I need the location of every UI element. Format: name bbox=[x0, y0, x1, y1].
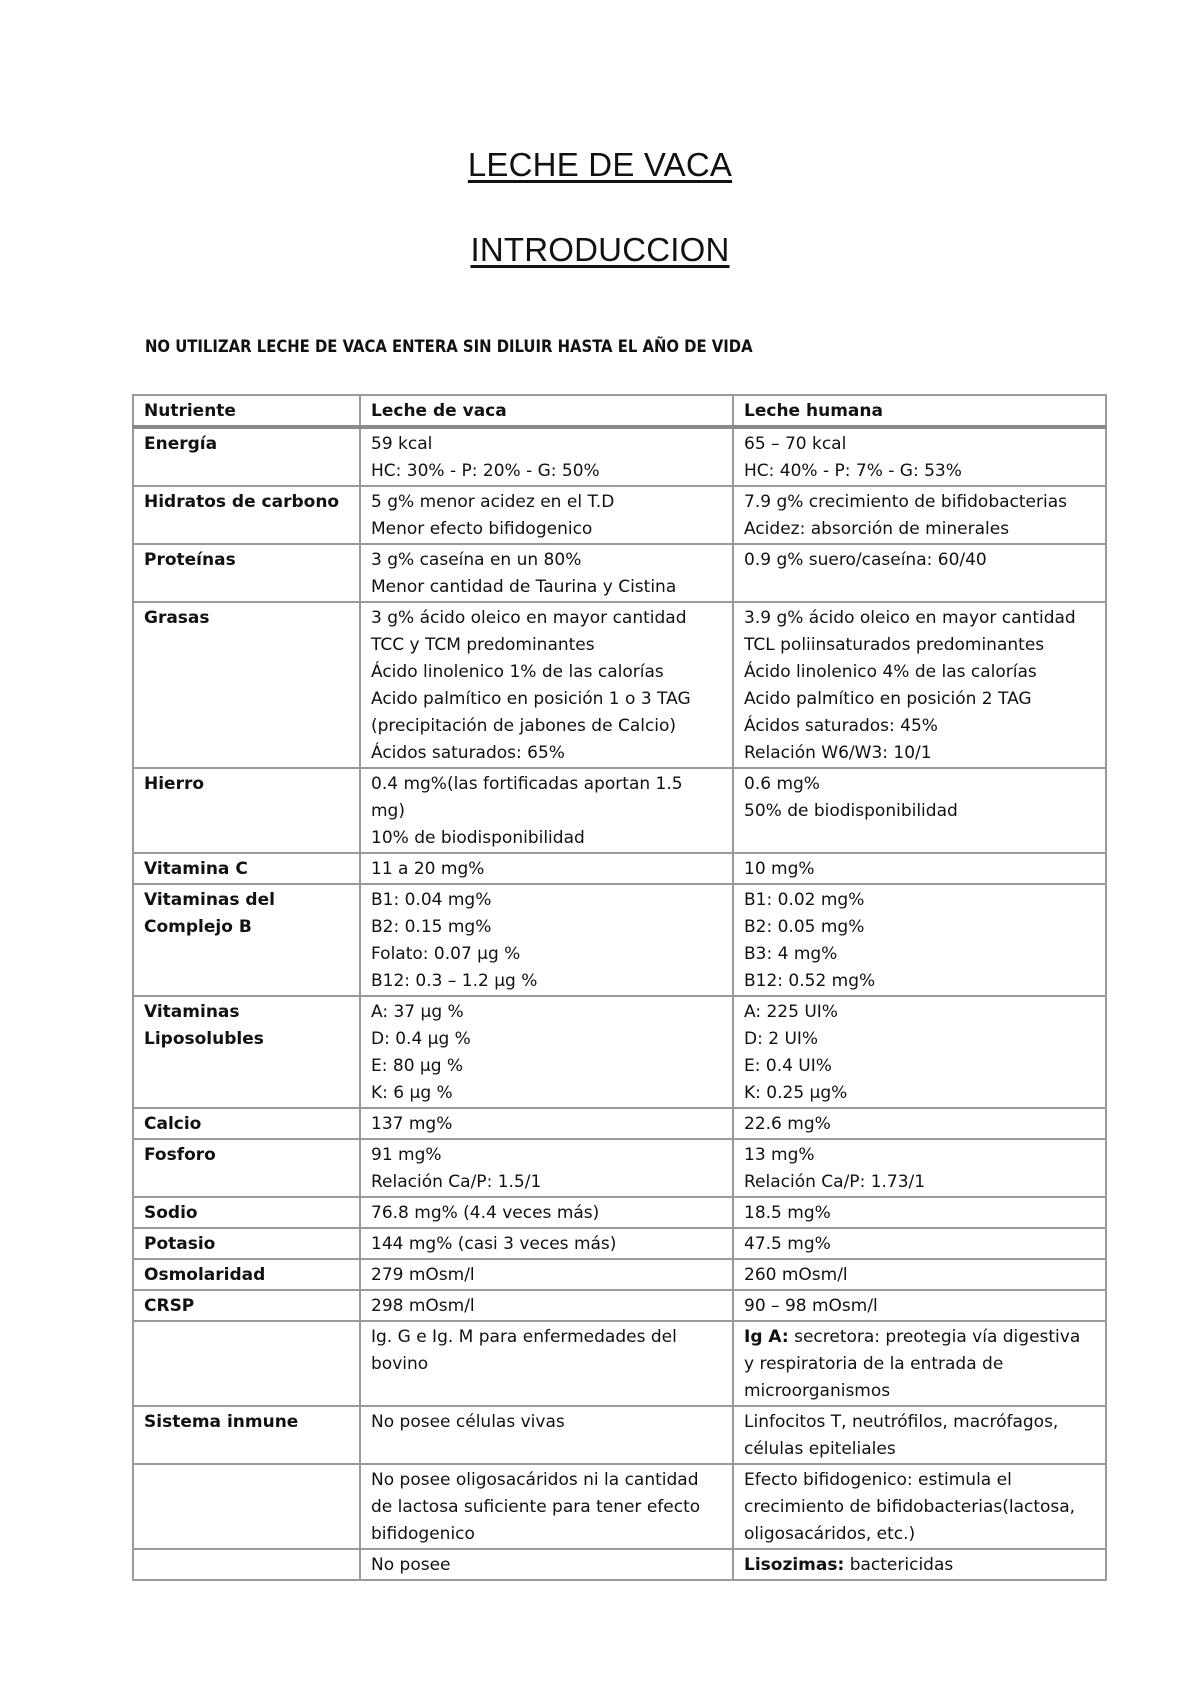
table-row bbox=[133, 1228, 1106, 1259]
cell-line: B1: 0.02 mg% bbox=[744, 890, 865, 910]
cell-line: Folato: 0.07 µg % bbox=[371, 944, 521, 964]
cell-line: 10 mg% bbox=[744, 859, 815, 879]
cell-line: E: 80 µg % bbox=[371, 1056, 464, 1076]
table-row bbox=[133, 602, 1106, 768]
human-milk-cell bbox=[733, 486, 1106, 544]
human-milk-cell bbox=[733, 1108, 1106, 1139]
cell-line: 298 mOsm/l bbox=[371, 1296, 475, 1316]
cell-line: TCL poliinsaturados predominantes bbox=[744, 635, 1045, 655]
empty-cell-line bbox=[144, 1552, 350, 1579]
empty-cell-line bbox=[144, 1467, 350, 1494]
cell-line: 50% de biodisponibilidad bbox=[744, 801, 958, 821]
human-milk-cell bbox=[733, 1406, 1106, 1464]
table-row bbox=[133, 544, 1106, 602]
table-row bbox=[133, 1321, 1106, 1406]
cell-line: No posee células vivas bbox=[371, 1412, 565, 1432]
nutrient-comparison-table bbox=[132, 394, 1107, 1581]
human-milk-cell bbox=[733, 602, 1106, 768]
table-row bbox=[133, 1549, 1106, 1580]
cell-line: y respiratoria de la entrada de bbox=[744, 1354, 1004, 1374]
cell-line: Ácido linolenico 4% de las calorías bbox=[744, 662, 1037, 682]
table-row bbox=[133, 884, 1106, 996]
cow-milk-cell bbox=[360, 996, 733, 1108]
nutrient-cell bbox=[133, 1290, 360, 1321]
cell-line: oligosacáridos, etc.) bbox=[744, 1524, 916, 1544]
nutrient-cell bbox=[133, 853, 360, 884]
table-row bbox=[133, 1259, 1106, 1290]
empty-cell-line bbox=[144, 1324, 350, 1351]
cell-line: B2: 0.15 mg% bbox=[371, 917, 492, 937]
cell-line: B3: 4 mg% bbox=[744, 944, 838, 964]
human-milk-cell bbox=[733, 884, 1106, 996]
cell-line: 7.9 g% crecimiento de bifidobacterias bbox=[744, 492, 1067, 512]
cell-line: 5 g% menor acidez en el T.D bbox=[371, 492, 615, 512]
cell-line: 3 g% ácido oleico en mayor cantidad bbox=[371, 608, 687, 628]
table-row bbox=[133, 1139, 1106, 1197]
cell-line: 3 g% caseína en un 80% bbox=[371, 550, 582, 570]
header-human-milk: Leche humana bbox=[733, 395, 1106, 427]
cell-line: No posee oligosacáridos ni la cantidad bbox=[371, 1470, 699, 1490]
cell-line: E: 0.4 UI% bbox=[744, 1056, 832, 1076]
cell-line: Relación Ca/P: 1.5/1 bbox=[371, 1172, 542, 1192]
cow-milk-cell bbox=[360, 1321, 733, 1406]
cow-milk-cell bbox=[360, 486, 733, 544]
cow-milk-cell bbox=[360, 768, 733, 853]
human-milk-cell bbox=[733, 1228, 1106, 1259]
human-milk-cell bbox=[733, 1321, 1106, 1406]
human-milk-cell bbox=[733, 1290, 1106, 1321]
cell-line: 279 mOsm/l bbox=[371, 1265, 475, 1285]
cow-milk-cell bbox=[360, 1197, 733, 1228]
cell-line: Energía bbox=[144, 434, 218, 454]
human-milk-cell bbox=[733, 1259, 1106, 1290]
cell-line: Ig. G e Ig. M para enfermedades del bbox=[371, 1327, 677, 1347]
cow-milk-cell bbox=[360, 1406, 733, 1464]
cow-milk-cell bbox=[360, 1259, 733, 1290]
cell-line: Ácido linolenico 1% de las calorías bbox=[371, 662, 664, 682]
header-nutrient: Nutriente bbox=[133, 395, 360, 427]
cell-line: Hidratos de carbono bbox=[144, 492, 340, 512]
cell-line: D: 2 UI% bbox=[744, 1029, 819, 1049]
cell-line: 59 kcal bbox=[371, 434, 433, 454]
cell-line: TCC y TCM predominantes bbox=[371, 635, 595, 655]
cell-line: 13 mg% bbox=[744, 1145, 815, 1165]
cell-line: Sistema inmune bbox=[144, 1412, 299, 1432]
nutrient-cell bbox=[133, 884, 360, 996]
human-milk-cell bbox=[733, 427, 1106, 486]
human-milk-cell bbox=[733, 1197, 1106, 1228]
cell-line: Ácidos saturados: 65% bbox=[371, 743, 565, 763]
cell-line: Hierro bbox=[144, 774, 205, 794]
nutrient-cell bbox=[133, 602, 360, 768]
cow-milk-cell bbox=[360, 1108, 733, 1139]
cell-line: A: 37 µg % bbox=[371, 1002, 464, 1022]
nutrient-cell bbox=[133, 1108, 360, 1139]
nutrient-cell bbox=[133, 996, 360, 1108]
cell-line: 260 mOsm/l bbox=[744, 1265, 848, 1285]
table-row bbox=[133, 996, 1106, 1108]
table-row bbox=[133, 1290, 1106, 1321]
human-milk-cell bbox=[733, 996, 1106, 1108]
cell-line: B1: 0.04 mg% bbox=[371, 890, 492, 910]
nutrient-cell bbox=[133, 1197, 360, 1228]
cell-line: 0.6 mg% bbox=[744, 774, 820, 794]
nutrient-cell bbox=[133, 1464, 360, 1549]
cell-line: A: 225 UI% bbox=[744, 1002, 838, 1022]
nutrient-cell bbox=[133, 427, 360, 486]
cell-line: 47.5 mg% bbox=[744, 1234, 831, 1254]
cell-line: K: 0.25 µg% bbox=[744, 1083, 848, 1103]
cell-line: mg) bbox=[371, 801, 405, 821]
cell-line: CRSP bbox=[144, 1296, 195, 1316]
human-milk-cell bbox=[733, 853, 1106, 884]
cow-milk-cell bbox=[360, 1464, 733, 1549]
cell-line: B12: 0.52 mg% bbox=[744, 971, 876, 991]
cell-line-text: secretora: preotegia vía digestiva bbox=[788, 1327, 1081, 1347]
table-row bbox=[133, 1406, 1106, 1464]
document-subtitle: INTRODUCCION bbox=[470, 231, 730, 268]
cell-line: Grasas bbox=[144, 608, 210, 628]
nutrient-cell bbox=[133, 544, 360, 602]
cell-bold-lead: Lisozimas: bbox=[744, 1555, 845, 1575]
cell-line: 3.9 g% ácido oleico en mayor cantidad bbox=[744, 608, 1076, 628]
cell-line: 76.8 mg% (4.4 veces más) bbox=[371, 1203, 600, 1223]
cell-line: (precipitación de jabones de Calcio) bbox=[371, 716, 677, 736]
cell-line: Proteínas bbox=[144, 550, 236, 570]
cell-line-text: bactericidas bbox=[844, 1555, 954, 1575]
cell-line: Complejo B bbox=[144, 917, 252, 937]
header-cow-milk: Leche de vaca bbox=[360, 395, 733, 427]
cell-line: Ácidos saturados: 45% bbox=[744, 716, 938, 736]
human-milk-cell bbox=[733, 1139, 1106, 1197]
cell-line: 10% de biodisponibilidad bbox=[371, 828, 585, 848]
cell-line: Menor cantidad de Taurina y Cistina bbox=[371, 577, 677, 597]
cell-bold-lead: Ig A: bbox=[744, 1327, 789, 1347]
cell-line: No posee bbox=[371, 1555, 451, 1575]
cell-line: Vitaminas bbox=[144, 1002, 240, 1022]
cell-line: Acido palmítico en posición 1 o 3 TAG bbox=[371, 689, 691, 709]
human-milk-cell bbox=[733, 1464, 1106, 1549]
cell-line: Potasio bbox=[144, 1234, 216, 1254]
cell-line: 11 a 20 mg% bbox=[371, 859, 485, 879]
cow-milk-cell bbox=[360, 427, 733, 486]
cell-line: Vitaminas del bbox=[144, 890, 275, 910]
cell-line: Liposolubles bbox=[144, 1029, 264, 1049]
cell-line: Sodio bbox=[144, 1203, 198, 1223]
cell-line: células epiteliales bbox=[744, 1439, 896, 1459]
cell-line: Relación Ca/P: 1.73/1 bbox=[744, 1172, 926, 1192]
table-row bbox=[133, 427, 1106, 486]
cell-line: microorganismos bbox=[744, 1381, 891, 1401]
table-row bbox=[133, 768, 1106, 853]
cell-line: HC: 40% - P: 7% - G: 53% bbox=[744, 461, 962, 481]
nutrient-cell bbox=[133, 1228, 360, 1259]
cell-line: 22.6 mg% bbox=[744, 1114, 831, 1134]
cell-line: Acidez: absorción de minerales bbox=[744, 519, 1010, 539]
cell-line: 0.9 g% suero/caseína: 60/40 bbox=[744, 550, 987, 570]
cell-line: Menor efecto bifidogenico bbox=[371, 519, 593, 539]
cell-line: bifidogenico bbox=[371, 1524, 475, 1544]
cell-line: Acido palmítico en posición 2 TAG bbox=[744, 689, 1032, 709]
cell-line: 0.4 mg%(las fortificadas aportan 1.5 bbox=[371, 774, 683, 794]
nutrient-cell bbox=[133, 486, 360, 544]
cow-milk-cell bbox=[360, 602, 733, 768]
table-row bbox=[133, 486, 1106, 544]
cell-line: K: 6 µg % bbox=[371, 1083, 453, 1103]
cell-line: Relación W6/W3: 10/1 bbox=[744, 743, 932, 763]
cow-milk-cell bbox=[360, 1139, 733, 1197]
table-row bbox=[133, 1464, 1106, 1549]
cell-line: 144 mg% (casi 3 veces más) bbox=[371, 1234, 617, 1254]
cow-milk-cell bbox=[360, 1549, 733, 1580]
cell-line: 65 – 70 kcal bbox=[744, 434, 847, 454]
cell-line: 137 mg% bbox=[371, 1114, 453, 1134]
cell-line: 90 – 98 mOsm/l bbox=[744, 1296, 878, 1316]
cell-line: D: 0.4 µg % bbox=[371, 1029, 471, 1049]
nutrient-cell bbox=[133, 1321, 360, 1406]
cell-line-with-bold-lead bbox=[744, 1552, 1096, 1579]
cow-milk-cell bbox=[360, 1228, 733, 1259]
cow-milk-cell bbox=[360, 884, 733, 996]
cell-line: Osmolaridad bbox=[144, 1265, 266, 1285]
nutrient-cell bbox=[133, 1406, 360, 1464]
cell-line: crecimiento de bifidobacterias(lactosa, bbox=[744, 1497, 1076, 1517]
nutrient-cell bbox=[133, 1139, 360, 1197]
human-milk-cell bbox=[733, 1549, 1106, 1580]
cell-line: B12: 0.3 – 1.2 µg % bbox=[371, 971, 538, 991]
cell-line: B2: 0.05 mg% bbox=[744, 917, 865, 937]
cell-line: Vitamina C bbox=[144, 859, 248, 879]
cell-line-with-bold-lead bbox=[744, 1324, 1096, 1351]
cell-line: 18.5 mg% bbox=[744, 1203, 831, 1223]
cow-milk-cell bbox=[360, 544, 733, 602]
cell-line: Efecto bifidogenico: estimula el bbox=[744, 1470, 1012, 1490]
cell-line: 91 mg% bbox=[371, 1145, 442, 1165]
warning-text: NO UTILIZAR LECHE DE VACA ENTERA SIN DILUIR HASTA EL AÑO DE VIDA bbox=[145, 337, 753, 356]
document-title: LECHE DE VACA bbox=[467, 146, 733, 183]
cell-line: Calcio bbox=[144, 1114, 202, 1134]
table-row bbox=[133, 1197, 1106, 1228]
cell-line: Linfocitos T, neutrófilos, macrófagos, bbox=[744, 1412, 1059, 1432]
table-header-row bbox=[133, 395, 1106, 427]
cell-line: Fosforo bbox=[144, 1145, 216, 1165]
table-row bbox=[133, 853, 1106, 884]
nutrient-cell bbox=[133, 1259, 360, 1290]
human-milk-cell bbox=[733, 544, 1106, 602]
human-milk-cell bbox=[733, 768, 1106, 853]
cow-milk-cell bbox=[360, 853, 733, 884]
cell-line: de lactosa suficiente para tener efecto bbox=[371, 1497, 701, 1517]
cell-line: HC: 30% - P: 20% - G: 50% bbox=[371, 461, 600, 481]
table-row bbox=[133, 1108, 1106, 1139]
cell-line: bovino bbox=[371, 1354, 429, 1374]
cow-milk-cell bbox=[360, 1290, 733, 1321]
nutrient-cell bbox=[133, 1549, 360, 1580]
nutrient-cell bbox=[133, 768, 360, 853]
